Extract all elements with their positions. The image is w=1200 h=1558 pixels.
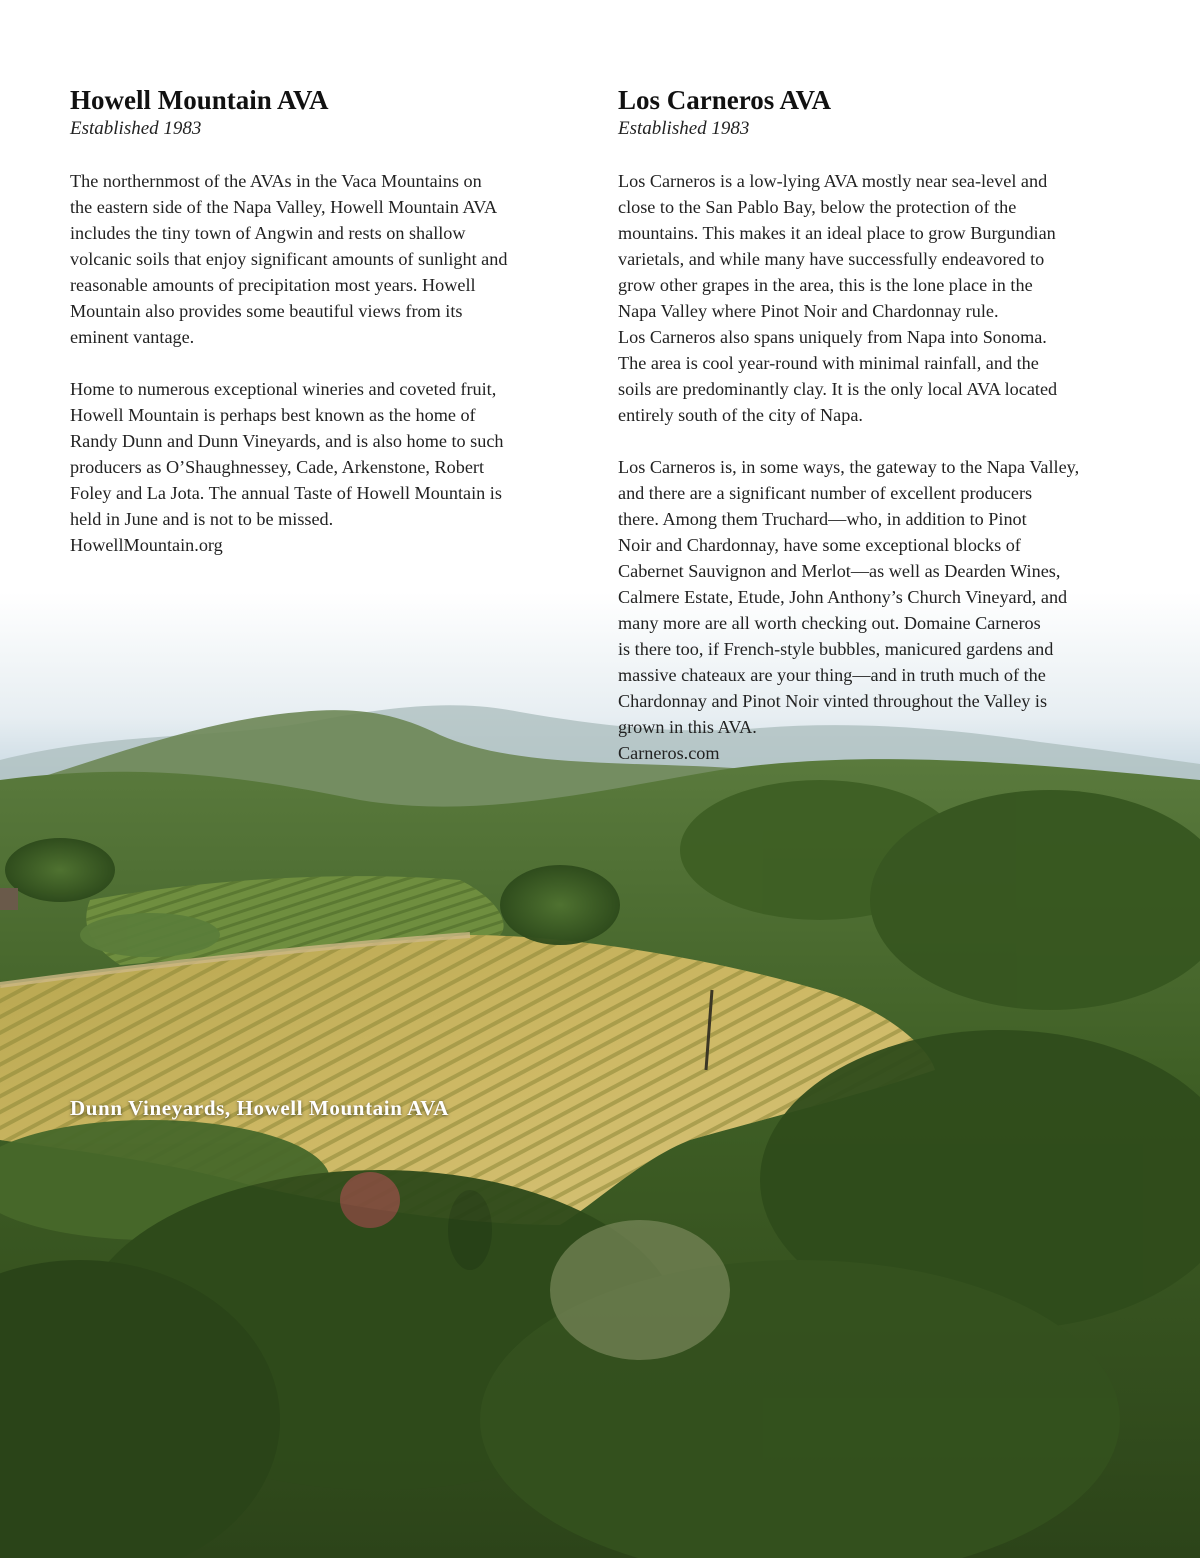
los-carneros-website-link[interactable]: Carneros.com [618, 743, 720, 763]
howell-mountain-website-link[interactable]: HowellMountain.org [70, 535, 223, 555]
howell-mountain-article [70, 84, 570, 558]
los-carneros-paragraph-2: Los Carneros also spans uniquely from Napa into Sonoma. The area is cool year-round with minimal rainfall, and the soils are predominantly clay. It is the only local AVA located entirely south of the city of Napa. [618, 327, 1058, 425]
los-carneros-established: Established 1983 [618, 118, 750, 139]
los-carneros-paragraph-3: Los Carneros is, in some ways, the gateway to the Napa Valley, and there are a significant number of excellent producers there. Among them Truchard—who, in addition to Pinot Noir and Chardonnay, have some exceptional blocks of Cabernet Sauvignon and Merlot—as well as Dearden Wines, Calmere Estate, Etude, John Anthony’s Church Vineyard, and many more are all worth checking out. Domaine Carneros is there too, if French-style bubbles, manicured gardens and massive chateaux are your thing—and in truth much of the Chardonnay and Pinot Noir vinted throughout the Valley is grown in this AVA. [618, 457, 1080, 737]
photo-caption: Dunn Vineyards, Howell Mountain AVA [70, 1096, 450, 1120]
los-carneros-paragraph-1: Los Carneros is a low-lying AVA mostly near sea-level and close to the San Pablo Bay, below the protection of the mountains. This makes it an ideal place to grow Burgundian varietals, and while many have successfully endeavored to grow other grapes in the area, this is the lone place in the Napa Valley where Pinot Noir and Chardonnay rule. [618, 171, 1056, 321]
howell-mountain-established: Established 1983 [70, 118, 202, 139]
howell-mountain-title: Howell Mountain AVA [70, 85, 329, 115]
los-carneros-title: Los Carneros AVA [618, 85, 832, 115]
los-carneros-article [618, 84, 1138, 766]
howell-mountain-paragraph-1: The northernmost of the AVAs in the Vaca Mountains on the eastern side of the Napa Valley, Howell Mountain AVA includes the tiny town of Angwin and rests on shallow volcanic soils that enjoy significant amounts of sunlight and reasonable amounts of precipitation most years. Howell Mountain also provides some beautiful views from its eminent vantage. [70, 171, 508, 347]
howell-mountain-paragraph-2: Home to numerous exceptional wineries and coveted fruit, Howell Mountain is perhaps best known as the home of Randy Dunn and Dunn Vineyards, and is also home to such producers as O’Shaughnessey, Cade, Arkenstone, Robert Foley and La Jota. The annual Taste of Howell Mountain is held in June and is not to be missed. [70, 379, 504, 529]
